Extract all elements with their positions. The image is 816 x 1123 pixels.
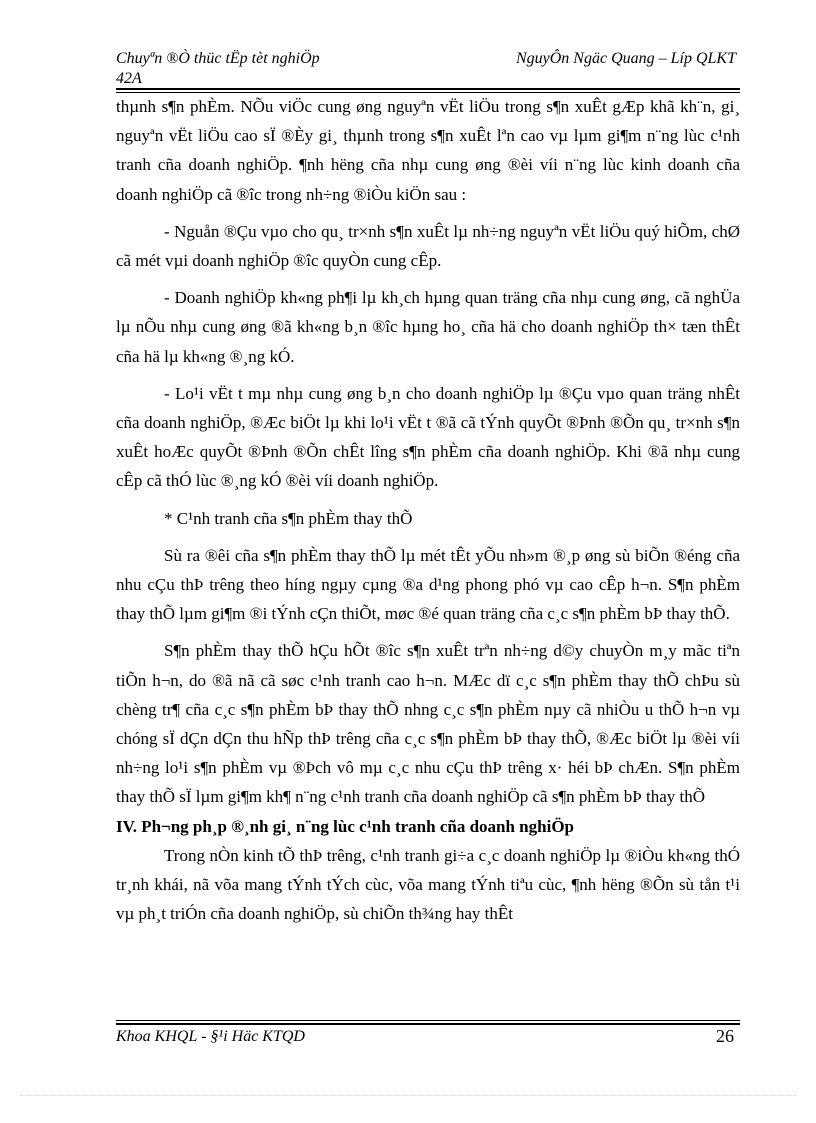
page-number: 26 — [716, 1026, 734, 1046]
paragraph-substitute-2: S¶n phÈm thay thÕ hÇu hÕt ®îc s¶n xuÊt trªn nh÷ng d©y chuyÒn m¸y mãc tiªn tiÕn h¬n, do ®ã nã cã søc c¹nh tranh cao h¬n. MÆc dï c¸c s¶n phÈm thay thÕ chÞu sù chèng tr¶ cña c¸c s¶n phÈm bÞ thay thÕ nhng c¸c s¶n phÈm nµy cã nhiÒu u thÕ h¬n vµ chóng sÏ dÇn dÇn thu hÑp thÞ trêng cña c¸c s¶n phÈm bÞ thay thÕ, ®Æc biÖt lµ ®èi víi nh÷ng lo¹i s¶n phÈm vµ ®Þch vô mµ c¸c nhu cÇu thÞ trêng x· héi bÞ chÆn. S¶n phÈm thay thÕ sÏ lµm gi¶m kh¶ n¨ng c¹nh tranh cña doanh nghiÖp cã s¶n phÈm bÞ thay thÕ — [116, 641, 740, 807]
subheading-substitute: * C¹nh tranh cña s¶n phÈm thay thÕ — [164, 508, 413, 528]
paragraph-bullet-2: - Doanh nghiÖp kh«ng ph¶i lµ kh¸ch hµng quan träng cña nhµ cung øng, cã nghÜa lµ nÕu nhµ cung øng ®ã kh«ng b¸n ®îc hµng ho¸ cña hä cho doanh nghiÖp th× tæn thÊt cña hä lµ kh«ng ®¸ng kÓ. — [116, 288, 740, 366]
paragraph-intro: thµnh s¶n phÈm. NÕu viÖc cung øng nguyªn vËt liÖu trong s¶n xuÊt gÆp khã kh¨n, gi¸ nguyªn vËt liÖu cao sÏ ®Èy gi¸ thµnh trong s¶n xuÊt lªn cao vµ lµm gi¶m n¨ng lùc c¹nh tranh cña doanh nghiÖp. ¶nh hëng cña nhµ cung øng ®èi víi n¨ng lùc kinh doanh cña doanh nghiÖp cã ®îc trong nh÷ng ®iÒu kiÖn sau : — [116, 97, 740, 204]
document-body — [116, 92, 740, 928]
footer-faculty: Khoa KHQL - §¹i Häc KTQD — [116, 1028, 305, 1045]
section-heading: IV. Ph¬ng ph¸p ®¸nh gi¸ n¨ng lùc c¹nh tranh cña doanh nghiÖp — [116, 816, 574, 836]
footer-rule — [116, 1020, 740, 1025]
header-class-continuation: 42A — [116, 70, 142, 87]
paragraph-substitute-1: Sù ra ®êi cña s¶n phÈm thay thÕ lµ mét tÊt yÕu nh»m ®¸p øng sù biÕn ®éng cña nhu cÇu thÞ trêng theo híng ngµy cµng ®a d¹ng phong phó vµ cao cÊp h¬n. S¶n phÈm thay thÕ lµm gi¶m ®i tÝnh cÇn thiÕt, møc ®é quan träng cña c¸c s¶n phÈm bÞ thay thÕ. — [116, 545, 740, 624]
paragraph-bullet-3: - Lo¹i vËt t mµ nhµ cung øng b¸n cho doanh nghiÖp lµ ®Çu vµo quan träng nhÊt cña doanh nghiÖp, ®Æc biÖt lµ khi lo¹i vËt t ®ã cã tÝnh quyÕt ®Þnh ®Õn qu¸ tr×nh s¶n xuÊt hoÆc quyÕt ®Þnh ®Õn chÊt lîng s¶n phÈm cña doanh nghiÖp. Khi ®ã nhµ cung cÊp cã thÓ lùc ®¸ng kÓ ®èi víi doanh nghiÖp. — [116, 383, 740, 491]
paragraph-bullet-1: - Nguån ®Çu vµo cho qu¸ tr×nh s¶n xuÊt lµ nh÷ng nguyªn vËt liÖu quý hiÕm, chØ cã mét vµi doanh nghiÖp ®îc quyÒn cung cÊp. — [116, 221, 740, 271]
paragraph-closing: Trong nÒn kinh tÕ thÞ trêng, c¹nh tranh gi÷a c¸c doanh nghiÖp lµ ®iÒu kh«ng thÓ tr¸nh khái, nã võa mang tÝnh tÝch cùc, võa mang tÝnh tiªu cùc, ¶nh hëng ®Õn sù tån t¹i vµ ph¸t triÓn cña doanh nghiÖp, sù chiÕn th¾ng hay thÊt — [116, 845, 740, 924]
header-author: NguyÔn Ngäc Quang – Líp QLKT — [515, 50, 736, 67]
page-bottom-border — [20, 1095, 796, 1096]
header-thesis-title: Chuyªn ®Ò thüc tËp tèt nghiÖp — [116, 50, 320, 67]
